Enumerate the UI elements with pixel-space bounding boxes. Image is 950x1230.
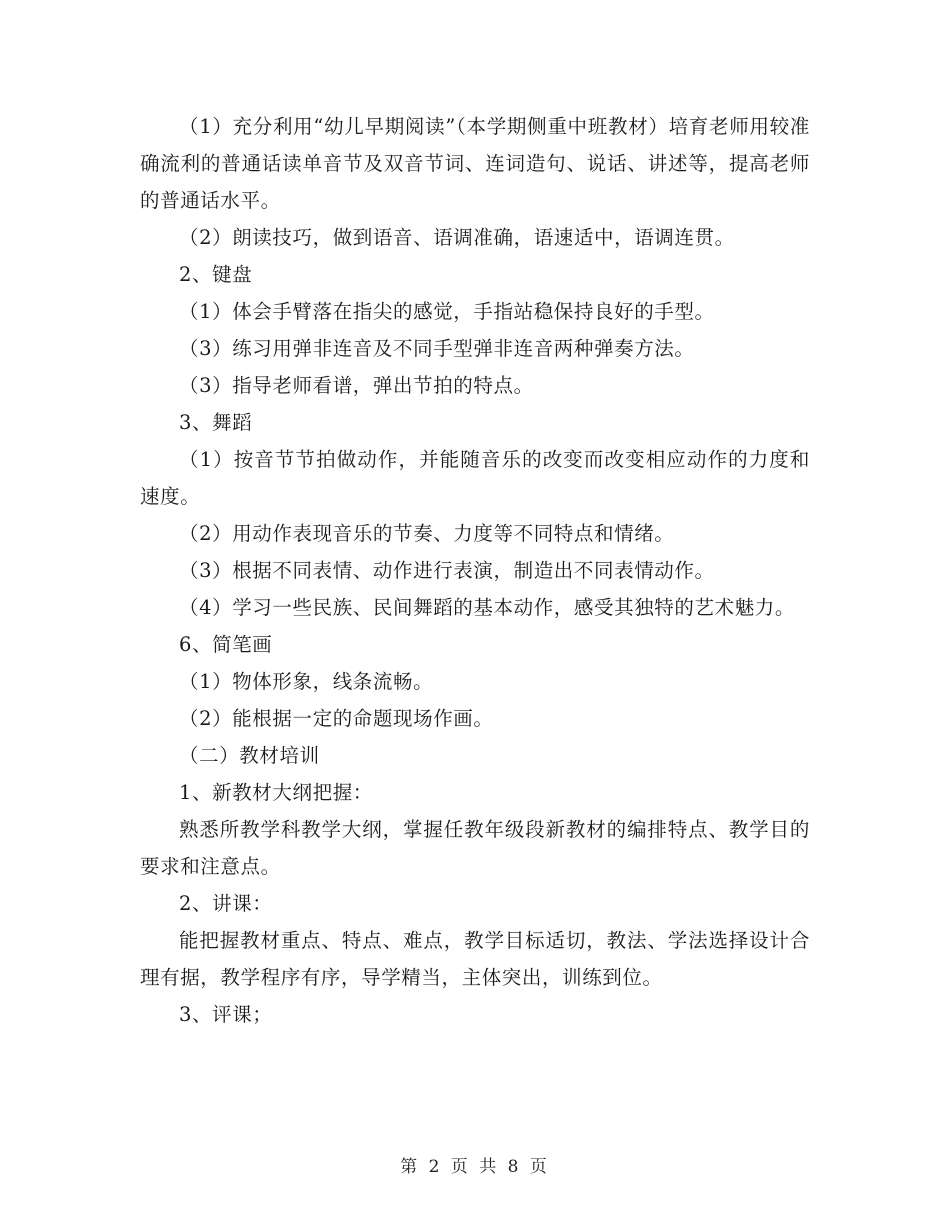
- paragraph-4: （1）体会手臂落在指尖的感觉，手指站稳保持良好的手型。: [179, 300, 715, 323]
- section-heading-keyboard: 2、键盘: [179, 263, 253, 286]
- paragraph-17: 熟悉所教学科教学大纲，掌握任教年级段新教材的编排特点、教学目的要求和注意点。: [140, 818, 810, 878]
- section-heading-textbook-training: （二）教材培训: [179, 744, 320, 767]
- paragraph-1: （1）充分利用“幼儿早期阅读”（本学期侧重中班教材）培育老师用较准确流利的普通话读单音节及双音节词、连词造句、说话、讲述等，提高老师的普通话水平。: [140, 115, 810, 212]
- paragraph-9: （2）用动作表现音乐的节奏、力度等不同特点和情绪。: [179, 522, 675, 545]
- paragraph-11: （4）学习一些民族、民间舞蹈的基本动作，感受其独特的艺术魅力。: [179, 596, 796, 619]
- paragraph-6: （3）指导老师看谱，弹出节拍的特点。: [179, 374, 534, 397]
- paragraph-10: （3）根据不同表情、动作进行表演，制造出不同表情动作。: [179, 559, 715, 582]
- paragraph-8: （1）按音节节拍做动作，并能随音乐的改变而改变相应动作的力度和速度。: [140, 448, 810, 508]
- subheading-syllabus: 1、新教材大纲把握：: [179, 781, 373, 804]
- paragraph-13: （1）物体形象，线条流畅。: [179, 670, 434, 693]
- paragraph-19: 能把握教材重点、特点、难点，教学目标适切，教法、学法选择设计合理有据，教学程序有序，导学精当，主体突出，训练到位。: [140, 929, 810, 989]
- page-number-footer: 第 2 页 共 8 页: [400, 1157, 550, 1177]
- subheading-evaluation: 3、评课；: [179, 1003, 273, 1026]
- paragraph-2: （2）朗读技巧，做到语音、语调准确，语速适中，语调连贯。: [179, 226, 735, 249]
- paragraph-5: （3）练习用弹非连音及不同手型弹非连音两种弹奏方法。: [179, 337, 695, 360]
- section-heading-dance: 3、舞蹈: [179, 411, 253, 434]
- document-body: [140, 108, 810, 1033]
- paragraph-14: （2）能根据一定的命题现场作画。: [179, 707, 494, 730]
- subheading-lecture: 2、讲课：: [179, 892, 273, 915]
- section-heading-sketch: 6、简笔画: [179, 633, 273, 656]
